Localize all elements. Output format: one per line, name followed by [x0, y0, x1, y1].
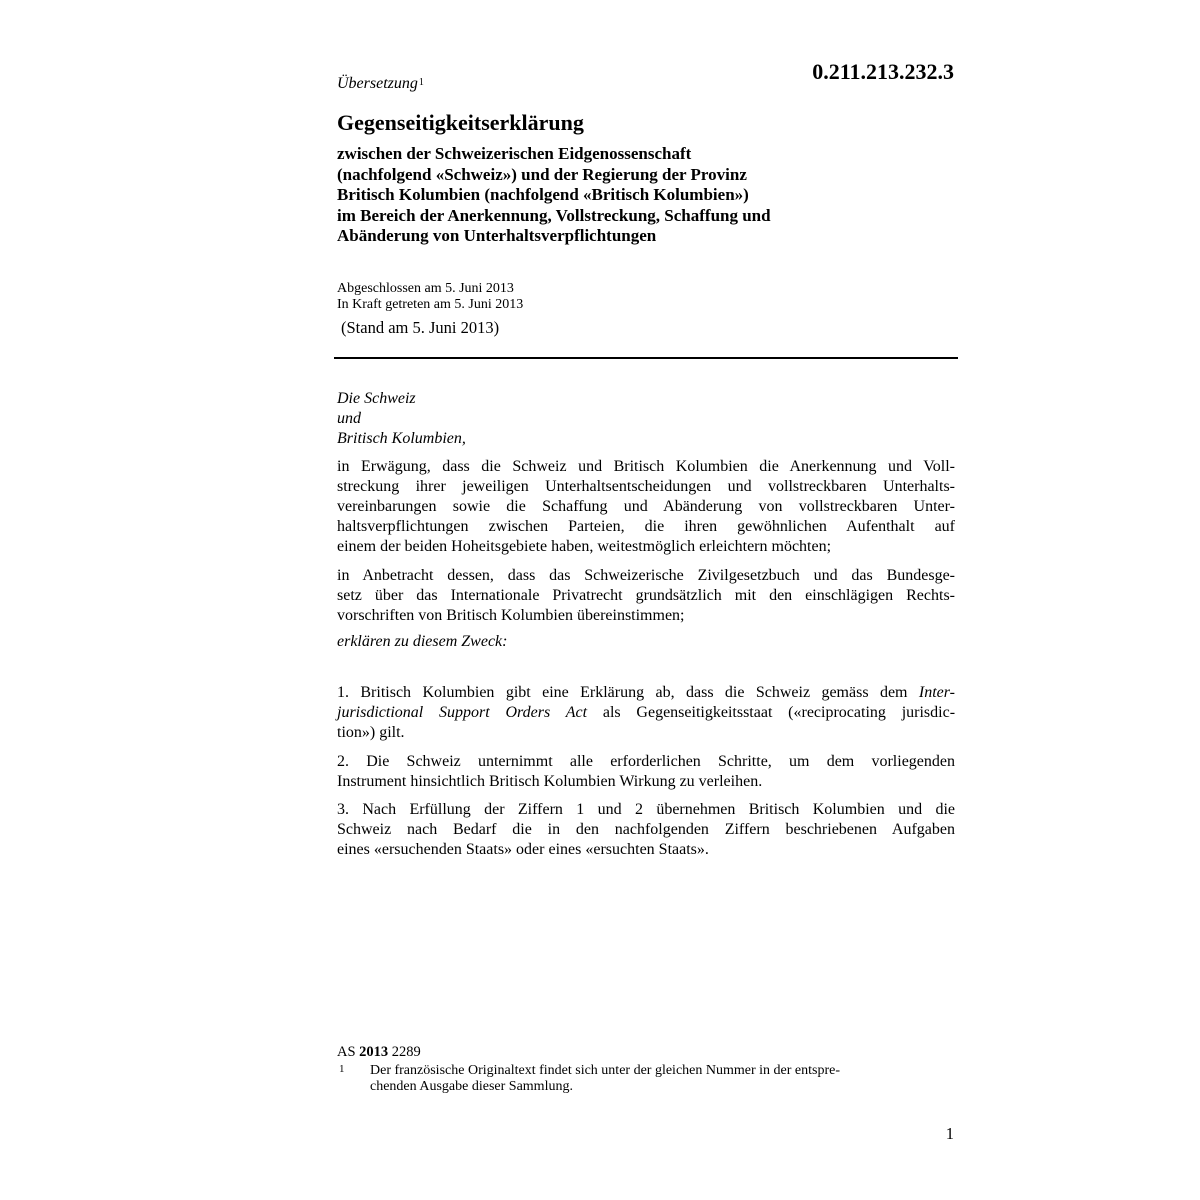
clause-1-text: als Gegenseitigkeitsstaat («reciprocating jurisdic- — [602, 704, 956, 721]
text-line — [337, 703, 955, 723]
text-line: 2. Die Schweiz unternimmt alle erforderlichen Schritte, um dem vorliegenden — [337, 753, 955, 770]
document-subtitle — [337, 144, 957, 247]
clause-2 — [337, 752, 955, 792]
subtitle-line: (nachfolgend «Schweiz») und der Regierung der Provinz — [337, 164, 747, 184]
text-line: Schweiz nach Bedarf die in den nachfolgenden Ziffern beschriebenen Aufgaben — [337, 821, 955, 838]
text-line: in Anbetracht dessen, dass das Schweizerische Zivilgesetzbuch und das Bundesge- — [337, 567, 955, 584]
status-date: (Stand am 5. Juni 2013) — [341, 318, 500, 337]
dates-block — [337, 281, 523, 312]
text-line: 3. Nach Erfüllung der Ziffern 1 und 2 übernehmen Britisch Kolumbien und die — [337, 801, 955, 818]
party-line: Die Schweiz — [337, 390, 416, 407]
preamble-paragraph-1 — [337, 457, 955, 557]
text-line: streckung ihrer jeweiligen Unterhaltsentscheidungen und vollstreckbaren Unterhalts- — [337, 478, 955, 495]
footnote-text — [370, 1063, 930, 1095]
declaration-intro: erklären zu diesem Zweck: — [337, 633, 508, 650]
footnote-line: chenden Ausgabe dieser Sammlung. — [370, 1079, 573, 1094]
as-page: 2289 — [391, 1044, 421, 1060]
header-divider — [334, 357, 958, 359]
in-force-date: In Kraft getreten am 5. Juni 2013 — [337, 296, 524, 312]
text-line: in Erwägung, dass die Schweiz und Britisch Kolumbien die Anerkennung und Voll- — [337, 458, 955, 475]
clause-3 — [337, 800, 955, 860]
act-title-part: jurisdictional Support Orders Act — [337, 704, 588, 721]
as-year: 2013 — [359, 1044, 389, 1060]
text-line: haltsverpflichtungen zwischen Parteien, die ihren gewöhnlichen Aufenthalt auf — [337, 518, 955, 535]
preamble-parties — [337, 389, 466, 449]
document-title: Gegenseitigkeitserklärung — [337, 110, 584, 135]
party-line: und — [337, 410, 361, 427]
subtitle-line: Britisch Kolumbien (nachfolgend «Britisch Kolumbien») — [337, 185, 749, 204]
text-line: tion») gilt. — [337, 724, 405, 741]
text-line: eines «ersuchenden Staats» oder eines «ersuchten Staats». — [337, 841, 709, 858]
translation-label-text: Übersetzung — [337, 75, 418, 92]
text-line: setz über das Internationale Privatrecht grundsätzlich mit den einschlägigen Rechts- — [337, 587, 955, 604]
subtitle-line: zwischen der Schweizerischen Eidgenossenschaft — [337, 144, 692, 163]
party-line: Britisch Kolumbien, — [337, 430, 466, 447]
translation-label — [337, 74, 424, 94]
act-title-part: Inter- — [918, 684, 955, 701]
text-line — [337, 683, 955, 703]
text-line: Instrument hinsichtlich Britisch Kolumbien Wirkung zu verleihen. — [337, 773, 763, 790]
preamble-paragraph-2 — [337, 566, 955, 626]
subtitle-line: im Bereich der Anerkennung, Vollstreckung, Schaffung und — [337, 205, 771, 225]
text-line: vorschriften von Britisch Kolumbien übereinstimmen; — [337, 607, 685, 624]
clause-1-text: 1. Britisch Kolumbien gibt eine Erklärung ab, dass die Schweiz gemäss dem — [337, 684, 908, 701]
text-line: einem der beiden Hoheitsgebiete haben, weitestmöglich erleichtern möchten; — [337, 538, 832, 555]
footnote-number: 1 — [339, 1063, 345, 1075]
page-number: 1 — [945, 1124, 954, 1143]
text-line: vereinbarungen sowie die Schaffung und Abänderung von vollstreckbaren Unter- — [337, 498, 955, 515]
footnote-line: Der französische Originaltext findet sich unter der gleichen Nummer in der entspre- — [370, 1063, 840, 1078]
footnote-marker[interactable]: 1 — [418, 77, 424, 88]
as-reference — [337, 1043, 421, 1061]
as-prefix: AS — [337, 1044, 356, 1060]
subtitle-line: Abänderung von Unterhaltsverpflichtungen — [337, 226, 657, 245]
clause-1 — [337, 683, 955, 743]
concluded-date: Abgeschlossen am 5. Juni 2013 — [337, 281, 514, 296]
sr-number: 0.211.213.232.3 — [812, 59, 954, 84]
